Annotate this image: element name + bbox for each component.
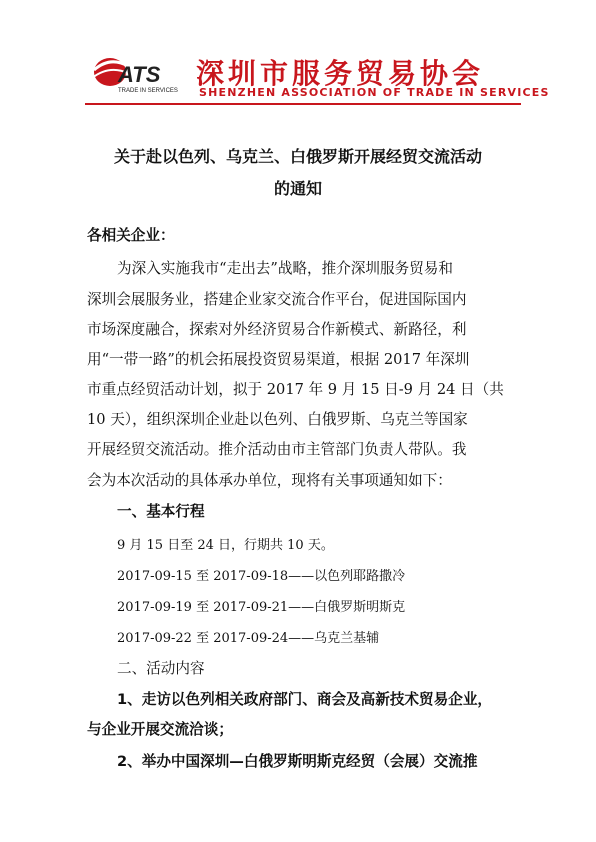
itinerary-item: 2017-09-22 至 2017-09-24——乌克兰基辅 <box>117 631 380 646</box>
itinerary-item: 2017-09-15 至 2017-09-18——以色列耶路撒冷 <box>117 569 406 584</box>
salutation: 各相关企业： <box>87 227 175 244</box>
org-name-cn: 深圳市服务贸易协会 <box>196 57 485 90</box>
body-line: 市重点经贸活动计划，拟于 2017 年 9 月 15 日-9 月 24 日（共 <box>87 381 504 398</box>
doc-title-line1: 关于赴以色列、乌克兰、白俄罗斯开展经贸交流活动 <box>113 147 482 166</box>
body-line: 深圳会展服务业，搭建企业家交流合作平台，促进国际国内 <box>87 291 467 308</box>
header-rule <box>85 103 521 105</box>
doc-title-line2: 的通知 <box>273 179 322 198</box>
body-line: 用“一带一路”的机会拓展投资贸易渠道，根据 2017 年深圳 <box>87 351 470 368</box>
itinerary-item: 2017-09-19 至 2017-09-21——白俄罗斯明斯克 <box>117 600 406 615</box>
logo-text: ATS <box>118 62 161 87</box>
org-name-en: SHENZHEN ASSOCIATION OF TRADE IN SERVICES <box>199 86 550 99</box>
activity-item: 与企业开展交流洽谈； <box>87 721 233 738</box>
body-line: 会为本次活动的具体承办单位，现将有关事项通知如下： <box>87 472 452 489</box>
body-line: 开展经贸交流活动。推介活动由市主管部门负责人带队。我 <box>87 441 467 458</box>
body-line: 市场深度融合，探索对外经济贸易合作新模式、新路径，利 <box>87 321 467 338</box>
ats-logo <box>88 52 188 94</box>
logo-subtext: TRADE IN SERVICES <box>118 88 178 94</box>
activity-item: 2、举办中国深圳—白俄罗斯明斯克经贸（会展）交流推 <box>117 753 478 770</box>
body-line: 为深入实施我市“走出去”战略，推介深圳服务贸易和 <box>117 260 453 277</box>
activity-item: 1、走访以色列相关政府部门、商会及高新技术贸易企业， <box>117 691 493 708</box>
section1-summary: 9 月 15 日至 24 日，行期共 10 天。 <box>117 538 334 553</box>
section1-heading: 一、基本行程 <box>117 503 205 520</box>
body-line: 10 天），组织深圳企业赴以色列、白俄罗斯、乌克兰等国家 <box>87 411 468 428</box>
section2-heading: 二、活动内容 <box>117 660 205 677</box>
